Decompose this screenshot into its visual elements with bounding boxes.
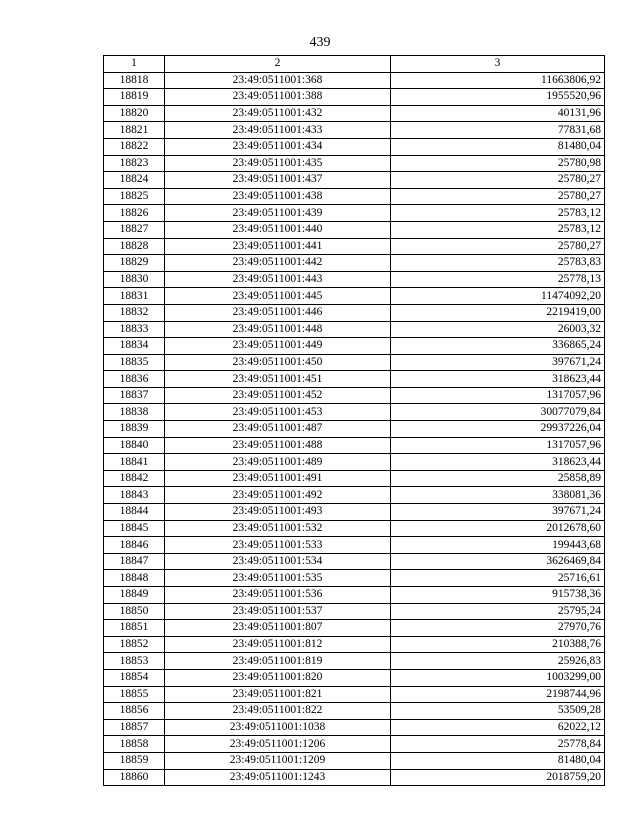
cadastral-value: 338081,36 [391, 487, 605, 504]
cadastral-value: 25780,27 [391, 188, 605, 205]
table-row [104, 603, 605, 620]
table-row [104, 636, 605, 653]
cadastral-value: 27970,76 [391, 620, 605, 637]
table-row [104, 255, 605, 272]
table-row [104, 238, 605, 255]
row-number: 18858 [104, 736, 165, 753]
table-row [104, 587, 605, 604]
table-row [104, 769, 605, 786]
cadastral-value: 2198744,96 [391, 686, 605, 703]
cadastral-number: 23:49:0511001:536 [165, 587, 391, 604]
table-row [104, 404, 605, 421]
cadastral-value: 318623,44 [391, 371, 605, 388]
cadastral-number: 23:49:0511001:452 [165, 387, 391, 404]
cadastral-value: 81480,04 [391, 138, 605, 155]
cadastral-number: 23:49:0511001:453 [165, 404, 391, 421]
cadastral-number: 23:49:0511001:488 [165, 437, 391, 454]
table-row [104, 271, 605, 288]
row-number: 18859 [104, 752, 165, 769]
row-number: 18845 [104, 520, 165, 537]
row-number: 18857 [104, 719, 165, 736]
cadastral-number: 23:49:0511001:812 [165, 636, 391, 653]
row-number: 18840 [104, 437, 165, 454]
cadastral-number: 23:49:0511001:821 [165, 686, 391, 703]
cadastral-number: 23:49:0511001:820 [165, 669, 391, 686]
table-row [104, 752, 605, 769]
cadastral-number: 23:49:0511001:440 [165, 221, 391, 238]
cadastral-value: 25780,27 [391, 172, 605, 189]
cadastral-value: 318623,44 [391, 454, 605, 471]
cadastral-number: 23:49:0511001:1206 [165, 736, 391, 753]
cadastral-number: 23:49:0511001:1209 [165, 752, 391, 769]
cadastral-value: 81480,04 [391, 752, 605, 769]
cadastral-number: 23:49:0511001:438 [165, 188, 391, 205]
row-number: 18830 [104, 271, 165, 288]
table-row [104, 570, 605, 587]
row-number: 18843 [104, 487, 165, 504]
row-number: 18853 [104, 653, 165, 670]
row-number: 18824 [104, 172, 165, 189]
cadastral-value: 11663806,92 [391, 72, 605, 89]
table-row [104, 288, 605, 305]
table-row [104, 105, 605, 122]
row-number: 18825 [104, 188, 165, 205]
table-row [104, 454, 605, 471]
cadastral-value: 62022,12 [391, 719, 605, 736]
table-row [104, 653, 605, 670]
cadastral-value: 25780,27 [391, 238, 605, 255]
table-row [104, 321, 605, 338]
cadastral-number: 23:49:0511001:1038 [165, 719, 391, 736]
table-row [104, 553, 605, 570]
cadastral-table [103, 55, 605, 786]
row-number: 18827 [104, 221, 165, 238]
row-number: 18856 [104, 703, 165, 720]
cadastral-number: 23:49:0511001:535 [165, 570, 391, 587]
cadastral-number: 23:49:0511001:1243 [165, 769, 391, 786]
cadastral-value: 30077079,84 [391, 404, 605, 421]
cadastral-number: 23:49:0511001:439 [165, 205, 391, 222]
cadastral-number: 23:49:0511001:434 [165, 138, 391, 155]
table-row [104, 504, 605, 521]
cadastral-value: 2219419,00 [391, 304, 605, 321]
cadastral-number: 23:49:0511001:532 [165, 520, 391, 537]
cadastral-value: 915738,36 [391, 587, 605, 604]
cadastral-number: 23:49:0511001:533 [165, 537, 391, 554]
cadastral-value: 11474092,20 [391, 288, 605, 305]
cadastral-value: 3626469,84 [391, 553, 605, 570]
row-number: 18860 [104, 769, 165, 786]
cadastral-value: 25716,61 [391, 570, 605, 587]
table-row [104, 669, 605, 686]
row-number: 18838 [104, 404, 165, 421]
cadastral-number: 23:49:0511001:493 [165, 504, 391, 521]
cadastral-number: 23:49:0511001:433 [165, 122, 391, 139]
cadastral-value: 1955520,96 [391, 89, 605, 106]
row-number: 18836 [104, 371, 165, 388]
table-row [104, 205, 605, 222]
table-row [104, 122, 605, 139]
table-row [104, 172, 605, 189]
cadastral-number: 23:49:0511001:443 [165, 271, 391, 288]
row-number: 18837 [104, 387, 165, 404]
cadastral-number: 23:49:0511001:451 [165, 371, 391, 388]
table-row [104, 138, 605, 155]
cadastral-number: 23:49:0511001:441 [165, 238, 391, 255]
row-number: 18832 [104, 304, 165, 321]
table-row [104, 470, 605, 487]
page-number: 439 [309, 35, 331, 50]
row-number: 18841 [104, 454, 165, 471]
cadastral-number: 23:49:0511001:807 [165, 620, 391, 637]
row-number: 18839 [104, 421, 165, 438]
row-number: 18849 [104, 587, 165, 604]
column-header-2: 2 [165, 56, 391, 73]
cadastral-number: 23:49:0511001:491 [165, 470, 391, 487]
cadastral-value: 25926,83 [391, 653, 605, 670]
cadastral-value: 25858,89 [391, 470, 605, 487]
cadastral-number: 23:49:0511001:442 [165, 255, 391, 272]
table-row [104, 736, 605, 753]
row-number: 18854 [104, 669, 165, 686]
row-number: 18835 [104, 354, 165, 371]
cadastral-number: 23:49:0511001:537 [165, 603, 391, 620]
table-row [104, 487, 605, 504]
row-number: 18823 [104, 155, 165, 172]
table-row [104, 437, 605, 454]
cadastral-value: 1003299,00 [391, 669, 605, 686]
table-row [104, 703, 605, 720]
table-row [104, 421, 605, 438]
cadastral-number: 23:49:0511001:388 [165, 89, 391, 106]
table-row [104, 338, 605, 355]
cadastral-number: 23:49:0511001:435 [165, 155, 391, 172]
row-number: 18829 [104, 255, 165, 272]
cadastral-value: 25783,12 [391, 205, 605, 222]
cadastral-value: 2012678,60 [391, 520, 605, 537]
cadastral-number: 23:49:0511001:450 [165, 354, 391, 371]
cadastral-number: 23:49:0511001:822 [165, 703, 391, 720]
cadastral-number: 23:49:0511001:446 [165, 304, 391, 321]
cadastral-value: 77831,68 [391, 122, 605, 139]
row-number: 18846 [104, 537, 165, 554]
column-header-1: 1 [104, 56, 165, 73]
row-number: 18855 [104, 686, 165, 703]
table-header-row [104, 56, 605, 73]
column-header-3: 3 [391, 56, 605, 73]
cadastral-value: 25795,24 [391, 603, 605, 620]
cadastral-value: 29937226,04 [391, 421, 605, 438]
row-number: 18819 [104, 89, 165, 106]
table-row [104, 221, 605, 238]
cadastral-number: 23:49:0511001:448 [165, 321, 391, 338]
cadastral-value: 1317057,96 [391, 437, 605, 454]
row-number: 18834 [104, 338, 165, 355]
cadastral-value: 25778,84 [391, 736, 605, 753]
table-body [104, 72, 605, 786]
row-number: 18848 [104, 570, 165, 587]
row-number: 18842 [104, 470, 165, 487]
cadastral-number: 23:49:0511001:489 [165, 454, 391, 471]
cadastral-value: 1317057,96 [391, 387, 605, 404]
cadastral-value: 25783,12 [391, 221, 605, 238]
table-row [104, 188, 605, 205]
cadastral-value: 397671,24 [391, 354, 605, 371]
table-row [104, 719, 605, 736]
row-number: 18833 [104, 321, 165, 338]
cadastral-value: 53509,28 [391, 703, 605, 720]
row-number: 18831 [104, 288, 165, 305]
row-number: 18847 [104, 553, 165, 570]
row-number: 18818 [104, 72, 165, 89]
table-row [104, 155, 605, 172]
cadastral-number: 23:49:0511001:449 [165, 338, 391, 355]
row-number: 18820 [104, 105, 165, 122]
cadastral-number: 23:49:0511001:819 [165, 653, 391, 670]
table-row [104, 520, 605, 537]
cadastral-value: 2018759,20 [391, 769, 605, 786]
table-row [104, 387, 605, 404]
cadastral-number: 23:49:0511001:368 [165, 72, 391, 89]
table-row [104, 620, 605, 637]
table-row [104, 89, 605, 106]
row-number: 18822 [104, 138, 165, 155]
row-number: 18821 [104, 122, 165, 139]
cadastral-value: 199443,68 [391, 537, 605, 554]
cadastral-number: 23:49:0511001:487 [165, 421, 391, 438]
cadastral-number: 23:49:0511001:445 [165, 288, 391, 305]
cadastral-value: 210388,76 [391, 636, 605, 653]
table-row [104, 686, 605, 703]
cadastral-value: 40131,96 [391, 105, 605, 122]
row-number: 18852 [104, 636, 165, 653]
cadastral-number: 23:49:0511001:492 [165, 487, 391, 504]
row-number: 18828 [104, 238, 165, 255]
cadastral-value: 336865,24 [391, 338, 605, 355]
cadastral-value: 26003,32 [391, 321, 605, 338]
cadastral-value: 25778,13 [391, 271, 605, 288]
table-row [104, 537, 605, 554]
cadastral-value: 25780,98 [391, 155, 605, 172]
cadastral-number: 23:49:0511001:534 [165, 553, 391, 570]
table-row [104, 371, 605, 388]
table-row [104, 72, 605, 89]
table-row [104, 354, 605, 371]
cadastral-number: 23:49:0511001:437 [165, 172, 391, 189]
row-number: 18844 [104, 504, 165, 521]
row-number: 18850 [104, 603, 165, 620]
row-number: 18826 [104, 205, 165, 222]
cadastral-value: 397671,24 [391, 504, 605, 521]
table-row [104, 304, 605, 321]
row-number: 18851 [104, 620, 165, 637]
cadastral-number: 23:49:0511001:432 [165, 105, 391, 122]
cadastral-value: 25783,83 [391, 255, 605, 272]
